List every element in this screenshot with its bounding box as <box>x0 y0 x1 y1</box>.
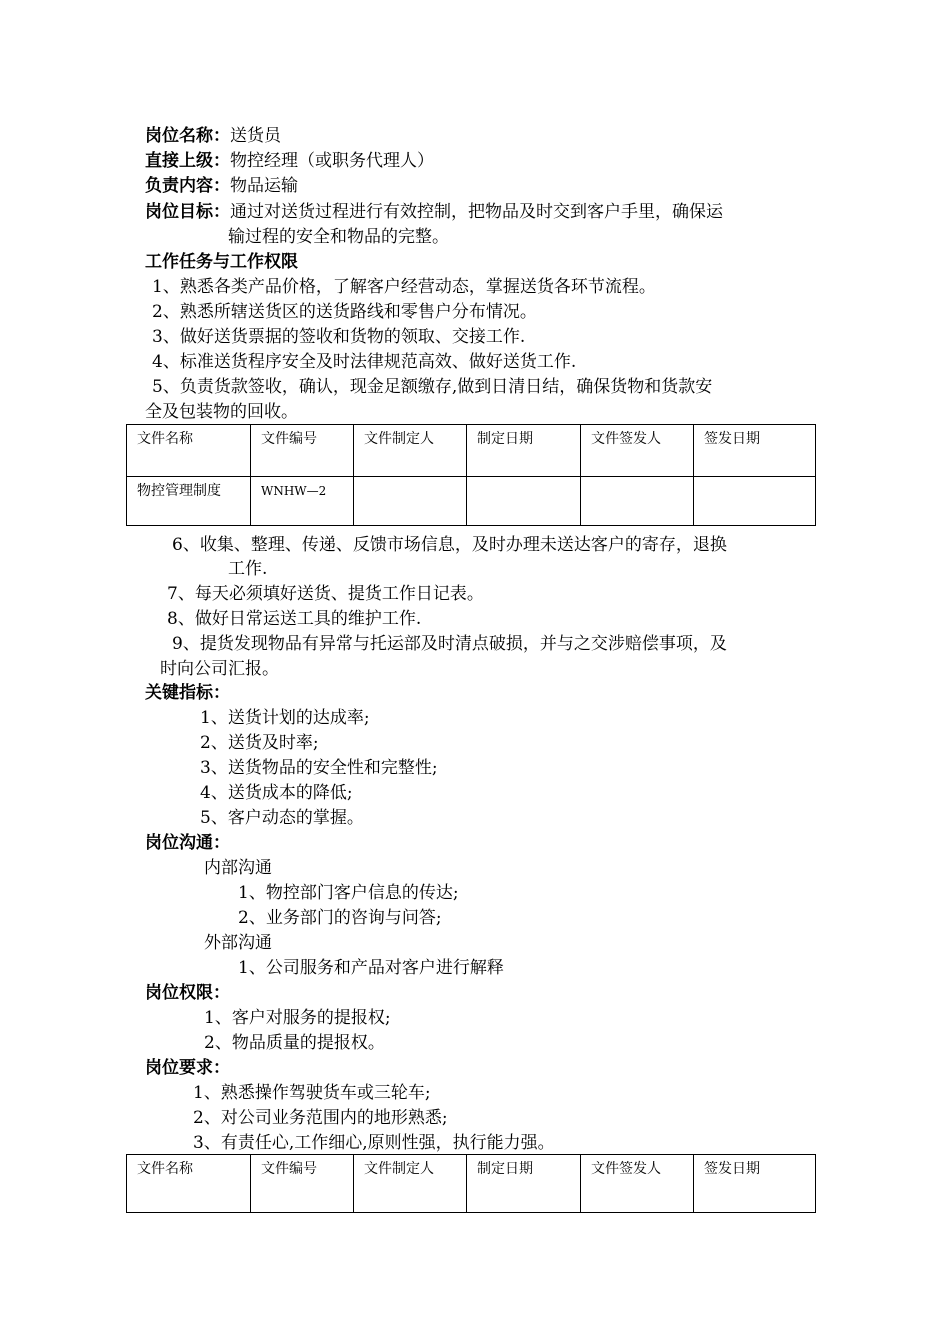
authority-item: 1、客户对服务的提报权; <box>204 1008 391 1028</box>
goal-text-1: 通过对送货过程进行有效控制，把物品及时交到客户手里，确保运 <box>230 202 723 222</box>
superior-label: 直接上级： <box>145 151 230 171</box>
tasks-heading: 工作任务与工作权限 <box>145 252 298 272</box>
task-item-cont: 全及包装物的回收。 <box>145 402 298 422</box>
kpi-item: 1、送货计划的达成率; <box>200 708 370 728</box>
table-header-cell: 文件编号 <box>251 425 354 477</box>
doc-info-table-2 <box>126 1154 816 1213</box>
table-cell <box>467 477 581 526</box>
goal-label: 岗位目标： <box>145 202 230 222</box>
goal-line <box>145 200 723 224</box>
superior-line <box>145 149 434 173</box>
table-header-cell: 文件编号 <box>251 1155 354 1213</box>
requirement-item: 3、有责任心,工作细心,原则性强，执行能力强。 <box>193 1133 555 1153</box>
table-cell <box>354 477 467 526</box>
table-row <box>127 477 816 526</box>
kpi-heading: 关键指标： <box>145 683 230 703</box>
task-item: 7、每天必须填好送货、提货工作日记表。 <box>167 584 484 604</box>
communication-heading: 岗位沟通： <box>145 833 230 853</box>
communication-item: 2、业务部门的咨询与问答; <box>238 908 442 928</box>
content-value: 物品运输 <box>230 176 298 196</box>
table-cell: WNHW—2 <box>251 477 354 526</box>
table-row <box>127 1155 816 1213</box>
task-item: 5、负责货款签收，确认，现金足额缴存,做到日清日结，确保货物和货款安 <box>152 377 713 397</box>
authority-heading: 岗位权限： <box>145 983 230 1003</box>
task-item: 2、熟悉所辖送货区的送货路线和零售户分布情况。 <box>152 302 537 322</box>
requirement-item: 2、对公司业务范围内的地形熟悉; <box>193 1108 448 1128</box>
job-title-label: 岗位名称： <box>145 126 230 146</box>
external-communication-label: 外部沟通 <box>204 933 272 953</box>
job-title-line <box>145 124 281 148</box>
communication-item: 1、物控部门客户信息的传达; <box>238 883 459 903</box>
requirements-heading: 岗位要求： <box>145 1058 230 1078</box>
authority-item: 2、物品质量的提报权。 <box>204 1033 385 1053</box>
task-item: 9、提货发现物品有异常与托运部及时清点破损，并与之交涉赔偿事项，及 <box>172 634 727 654</box>
task-item: 3、做好送货票据的签收和货物的领取、交接工作. <box>152 327 526 347</box>
table-header-cell: 签发日期 <box>694 425 816 477</box>
superior-value: 物控经理（或职务代理人） <box>230 151 434 171</box>
goal-text-2: 输过程的安全和物品的完整。 <box>228 227 449 247</box>
table-header-cell: 文件名称 <box>127 425 251 477</box>
table-header-cell: 文件名称 <box>127 1155 251 1213</box>
task-item: 1、熟悉各类产品价格，了解客户经营动态，掌握送货各环节流程。 <box>152 277 656 297</box>
table-cell <box>694 477 816 526</box>
internal-communication-label: 内部沟通 <box>204 858 272 878</box>
table-cell <box>581 477 694 526</box>
content-label: 负责内容： <box>145 176 230 196</box>
kpi-item: 2、送货及时率; <box>200 733 319 753</box>
task-item-cont: 工作. <box>228 559 268 579</box>
communication-item: 1、公司服务和产品对客户进行解释 <box>238 958 504 978</box>
kpi-item: 4、送货成本的降低; <box>200 783 353 803</box>
task-item: 4、标准送货程序安全及时法律规范高效、做好送货工作. <box>152 352 577 372</box>
table-header-cell: 文件签发人 <box>581 1155 694 1213</box>
requirement-item: 1、熟悉操作驾驶货车或三轮车; <box>193 1083 431 1103</box>
table-row <box>127 425 816 477</box>
table-header-cell: 制定日期 <box>467 1155 581 1213</box>
table-header-cell: 制定日期 <box>467 425 581 477</box>
table-header-cell: 文件签发人 <box>581 425 694 477</box>
task-item: 8、做好日常运送工具的维护工作. <box>167 609 422 629</box>
table-header-cell: 签发日期 <box>694 1155 816 1213</box>
table-header-cell: 文件制定人 <box>354 425 467 477</box>
job-title-value: 送货员 <box>230 126 281 146</box>
kpi-item: 5、客户动态的掌握。 <box>200 808 364 828</box>
content-line <box>145 174 298 198</box>
task-item: 6、收集、整理、传递、反馈市场信息，及时办理未送达客户的寄存，退换 <box>172 535 727 555</box>
kpi-item: 3、送货物品的安全性和完整性; <box>200 758 438 778</box>
doc-info-table-1 <box>126 424 816 526</box>
task-item-cont: 时向公司汇报。 <box>160 659 279 679</box>
table-header-cell: 文件制定人 <box>354 1155 467 1213</box>
table-cell: 物控管理制度 <box>127 477 251 526</box>
